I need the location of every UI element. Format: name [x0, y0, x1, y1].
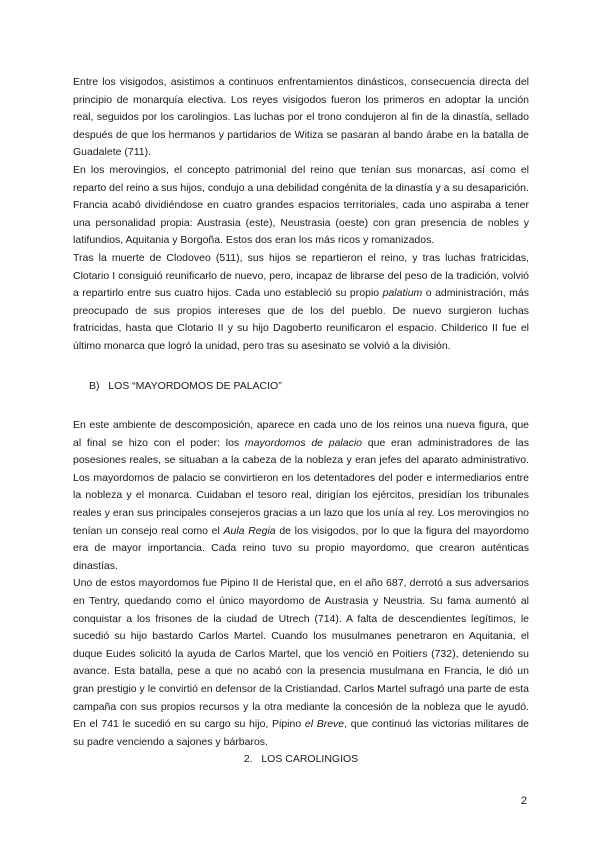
page-number: 2 [520, 795, 527, 807]
paragraph-clodoveo: Tras la muerte de Clodoveo (511), sus hijos se repartieron el reino, y tras luchas fratricidas, Clotario I consiguió reunificarlo de nuevo, pero, incapaz de librarse del peso de la tradición, volvió a repartirlo entre sus cuatro hijos. Cada uno estableció su propio palatium o administración, más preocupado de sus propios intereses que de los del pueblo. De nuevo surgieron luchas fratricidas, hasta que Clotario II y su hijo Dagoberto reunificaron el espacio. Childerico II fue el último monarca que logró la unidad, pero tras su asesinato se volvió a la división. [73, 251, 529, 352]
section-heading-mayordomos: B) LOS “MAYORDOMOS DE PALACIO” [89, 379, 282, 392]
term-palatium: palatium [382, 287, 423, 300]
paragraph-francia: Francia acabó dividiéndose en cuatro grandes espacios territoriales, cada uno aspiraba a tener una personalidad propia: Austrasia (este), Neustrasia (oeste) con gran presencia de nobles y latifundios, Aquitania y Borgoña. Estos dos eran los más ricos y romanizados. [73, 199, 529, 247]
term-mayordomos: mayordomos de palacio [244, 436, 363, 449]
term-el-breve: el Breve [304, 718, 345, 731]
paragraph-mayordomos: En este ambiente de descomposición, aparece en cada uno de los reinos una nueva figura, que al final se hizo con el poder: los mayordomos de palacio que eran administradores de las posesiones reales, se situaban a la cabeza de la nobleza y eran jefes del aparato administrativo. Los mayordomos de palacio se convirtieron en los detentadores del poder e intermediarios entre la nobleza y el monarca. Cuidaban el tesoro real, dirigían los ejércitos, presidían los tribunales reales y eran sus principales consejeros gracias a un lazo que los unía al rey. Los merovingios no tenían un consejo real como el Aula Regia de los visigodos, por lo que la figura del mayordomo era de mayor importancia. Cada reino tuvo su propio mayordomo, que crearon auténticas dinastías. [73, 419, 530, 572]
section-heading-carolingios: 2. LOS CAROLINGIOS [243, 753, 359, 766]
paragraph-pipino: Uno de estos mayordomos fue Pipino II de Heristal que, en el año 687, derrotó a sus adversarios en Tentry, quedando como el único mayordomo de Austrasia y Neustria. Su fama aumentó al conquistar a los frisones de la ciudad de Utrech (714). A falta de descendientes legítimos, le sucedió su hijo bastardo Carlos Martel. Cuando los musulmanes penetraron en Aquitania, el duque Eudes solicitó la ayuda de Carlos Martel, que los venció en Poitiers (732), deteniendo su avance. Esta batalla, pese a que no acabó con la presencia musulmana en Francia, le dió un gran prestigio y le convirtió en defensor de la Cristiandad. Carlos Martel sufragó una parte de esta campaña con sus propios recursos y la otra mediante la concesión de la nobleza que le ayudó. En el 741 le sucedió en su cargo su hijo, Pipino el Breve, que continuó las victorias militares de su padre venciendo a sajones y bárbaros. [73, 577, 529, 748]
paragraph-merovingios: En los merovingios, el concepto patrimonial del reino que tenían sus monarcas, así como el reparto del reino a sus hijos, condujo a una debilidad congénita de la dinastía y a su desaparición. [73, 163, 529, 194]
document-body [73, 74, 529, 769]
term-aula-regia: Aula Regia [223, 524, 276, 537]
paragraph-visigodos: Entre los visigodos, asistimos a continuos enfrentamientos dinásticos, consecuencia directa del principio de monarquía electiva. Los reyes visigodos fueron los primeros en adoptar la unción real, seguidos por los carolingios. Las luchas por el trono condujeron al fin de la dinastía, sellado después de que los hermanos y partidarios de Witiza se pasaran al bando árabe en la batalla de Guadalete (711). [73, 76, 529, 159]
